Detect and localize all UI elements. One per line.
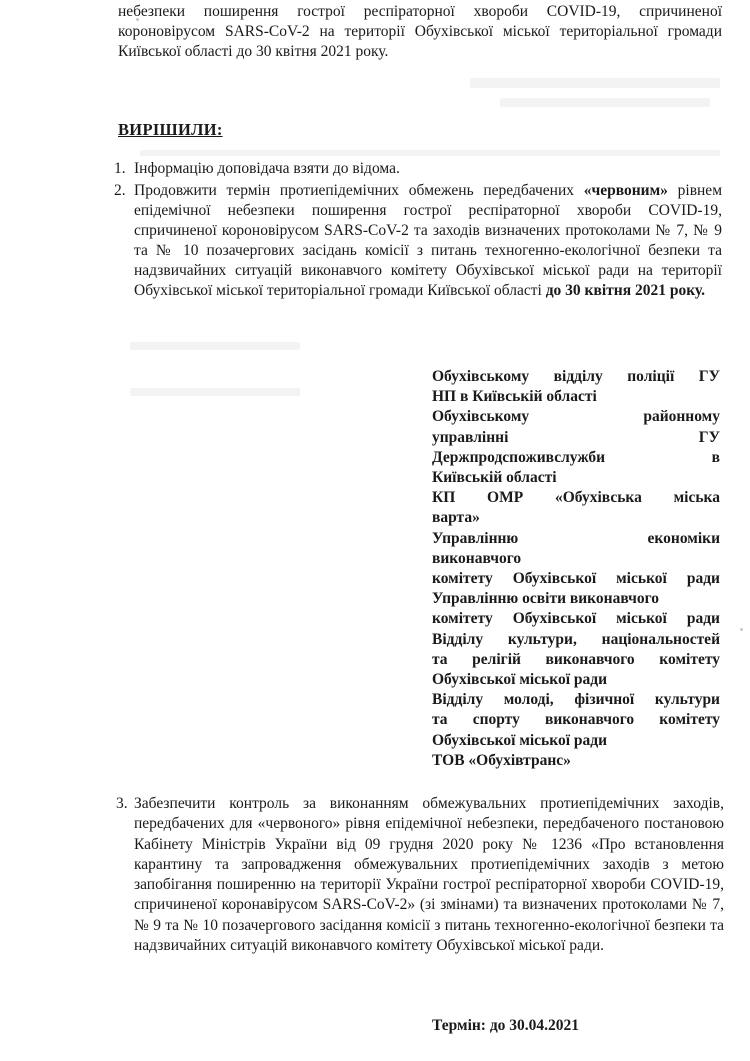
recipient-line: Відділу культури, національностей xyxy=(432,630,720,648)
list-item-number: 3. xyxy=(116,795,128,812)
recipient-line: та спорту виконавчого комітету xyxy=(432,711,720,729)
recipient-line: Обухівської міської ради xyxy=(432,671,608,689)
recipient-line: ТОВ «Обухівтранс» xyxy=(432,751,571,769)
recipient-line: Держпродспоживслужби в xyxy=(432,448,720,466)
recipient-line: Управлінню економіки xyxy=(432,529,720,547)
text-segment: Продовжити термін протиепідемічних обмежень передбачених xyxy=(134,182,584,199)
red-level-bold: «червоним» xyxy=(583,182,668,199)
list-item-number: 1. xyxy=(114,160,126,177)
recipient-line: Управлінню освіти виконавчого xyxy=(432,590,660,608)
recipient-line: Відділу молоді, фізичної культури xyxy=(432,691,720,709)
recipient-line: Обухівської міської ради xyxy=(432,731,608,749)
list-item-text: Забезпечити контроль за виконанням обмежувальних протиепідемічних заходів, передбачених для «червоного» рівня епідемічної небезпеки, передбаченого постановою Кабінету Міністрів України від 09 грудня 2020 року № 1236 «Про встановлення карантину та запровадження обмежувальних протиепідемічних заходів з метою запобігання поширенню на території України гострої респіраторної хвороби COVID-19, спричиненої коронавірусом SARS-CoV-2» (зі змінами) та визначених протоколами № 7, № 9 та № 10 позачергового засідання комісії з питань техногенно-екологічної безпеки та надзвичайних ситуацій виконавчого комітету Обухівської міської ради. xyxy=(134,795,724,955)
bleed-through-mark xyxy=(500,98,710,107)
recipient-line: Обухівському відділу поліції ГУ xyxy=(432,368,720,385)
recipients-block xyxy=(432,367,720,771)
recipient-line: та релігій виконавчого комітету xyxy=(432,650,720,668)
list-item-text: Інформацію доповідача взяти до відома. xyxy=(134,160,400,177)
recipient-line: КП ОМР «Обухівська міська xyxy=(432,489,720,507)
recipient-line: виконавчого xyxy=(432,549,522,567)
recipient-line: НП в Київській області xyxy=(432,388,597,406)
intro-paragraph: небезпеки поширення гострої респіраторної хвороби COVID-19, спричиненої короновірусом SARS-CoV-2 на території Обухівської міської територіальної громади Київської області до 30 квітня 2021 року. xyxy=(118,3,722,60)
bleed-through-mark xyxy=(140,150,720,156)
recipient-line: комітету Обухівської міської ради xyxy=(432,570,720,588)
recipient-line: варта» xyxy=(432,509,480,527)
bleed-through-mark xyxy=(130,388,300,396)
deadline-bold: до 30 квітня 2021 року. xyxy=(545,282,705,299)
list-item-number: 2. xyxy=(114,182,126,199)
bleed-through-mark xyxy=(470,78,720,88)
recipient-line: Обухівському районному xyxy=(432,408,720,426)
deadline-label: Термін: до 30.04.2021 xyxy=(432,1017,580,1034)
decision-heading: ВИРІШИЛИ: xyxy=(118,120,223,139)
recipient-line: комітету Обухівської міської ради xyxy=(432,610,720,628)
bleed-through-mark xyxy=(130,342,300,350)
recipient-line: Київській області xyxy=(432,469,557,487)
recipient-line: управлінні ГУ xyxy=(432,428,720,446)
list-item-text xyxy=(134,181,722,301)
text-segment: рівнем епідемічної небезпеки поширення гострої респіраторної хвороби COVID-19, спричиненої короновірусом SARS-CoV-2 та заходів визначених протоколами № 7, № 9 та № 10 позачергових засідань комісії з питань техногенно-екологічної безпеки та надзвичайних ситуацій виконавчого комітету Обухівської міської ради на території Обухівської міської територіальної громади Київської області xyxy=(134,182,722,299)
scan-speck xyxy=(740,628,743,631)
